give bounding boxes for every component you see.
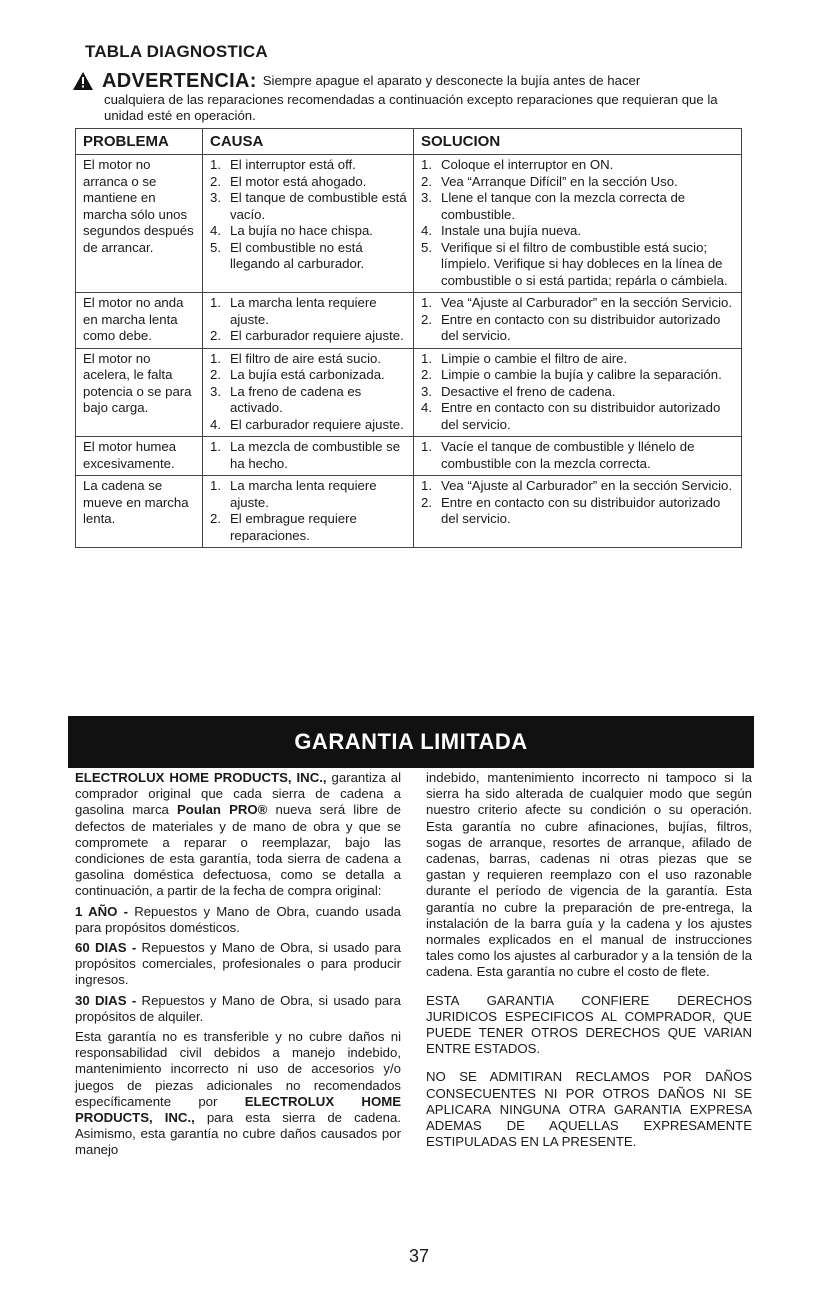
list-item: 4. Instale una bujía nueva. [421,223,582,238]
warranty-exclusions-continued: indebido, mantenimiento incorrecto ni tampoco si la sierra ha sido alterada de cualquier modo que según nuestro criterio afecte su condición o su operación. Esta garantía no cubre afinaciones, bujías, filtros, sogas de arranque, resortes de arranque, afilado de cadenas, barras, cadenas ni otras piezas que se gastan y requieren reemplazo con el uso razonable durante el período de vigencia de la garantía. Esta garantía no cubre la preparación de pre-entrega, la instalación de la barra guía y la cadena y los ajustes normales explicados en el manual de instrucciones tales como los ajustes al carburador y a la tensión de la cadena. Esta garantía no cubre el costo de flete. [426,770,752,980]
list-item: 1. Limpie o cambie el filtro de aire. [421,350,628,366]
table-row [76,476,742,548]
list-item: 2. Vea “Arranque Difícil” en la sección Uso. [421,173,678,189]
cause-cell [203,348,414,437]
list-item: 4. El carburador requiere ajuste. [210,416,404,432]
list-item: 2. El motor está ahogado. [210,173,367,189]
warranty-disclaimer: NO SE ADMITIRAN RECLAMOS POR DAÑOS CONSECUENTES NI POR OTROS DAÑOS NI SE APLICARA NINGUNA OTRA GARANTIA EXPRESA ADEMAS DE AQUELLAS EXPRESAMENTE ESTIPULADAS EN LA PRESENTE. [426,1069,752,1150]
warranty-term-3: 30 DIAS - Repuestos y Mano de Obra, si usado para propósitos de alquiler. [75,992,401,1024]
solution-cell [414,155,742,293]
table-row [76,293,742,349]
solution-cell [414,348,742,437]
list-item: 4. La bujía no hace chispa. [210,223,373,238]
list-item: 2. Entre en contacto con su distribuidor autorizado del servicio. [421,311,721,343]
diagnostic-table [75,128,742,548]
warning-triangle-icon [72,71,94,91]
cause-cell [203,437,414,476]
warranty-intro: ELECTROLUX HOME PRODUCTS, INC., garantiza al comprador original que cada sierra de cadena a gasolina marca Poulan PRO® nueva será libre de defectos de materiales y de mano de obra y que se compromete a reparar o reemplazar, bajo las condiciones de esta garantía, toda sierra de cadena a gasolina doméstica defectuosa, como se detalla a continuación, a partir de la fecha de compra original: [75,770,402,899]
table-row [76,155,742,293]
problem-cell: El motor no anda en marcha lenta como debe. [76,293,203,349]
solution-cell [414,293,742,349]
warranty-term-2: 60 DIAS - Repuestos y Mano de Obra, si usado para propósitos comerciales, profesionales o para producir ingresos. [75,940,401,988]
page-title: TABLA DIAGNOSTICA [85,42,268,61]
warranty-exclusions: Esta garantía no es transferible y no cubre daños ni responsabilidad civil debidos a manejo indebido, mantenimiento incorrecto ni uso de accesorios y/o juegos de piezas adicionales no recomendados específicamente por ELECTROLUX HOME PRODUCTS, INC., para esta sierra de cadena. Asimismo, esta garantía no cubre daños causados por manejo [75,1029,401,1158]
list-item: 4. Entre en contacto con su distribuidor autorizado del servicio. [421,400,721,432]
problem-cell: El motor no acelera, le falta potencia o se para bajo carga. [76,348,203,437]
page-number: 37 [408,1246,430,1266]
list-item: 1. La marcha lenta requiere ajuste. [210,478,377,510]
header-solucion: SOLUCION [414,129,742,155]
list-item: 5. El combustible no está llegando al carburador. [210,239,365,271]
list-item: 5. Verifique si el filtro de combustible está sucio; límpielo. Verifique si hay dobleces en la línea de combustible o si está partida; repárla o cámbiela. [421,239,728,288]
warning-text: Siempre apague el aparato y desconecte la bujía antes de hacer [262,73,641,88]
list-item: 2. El carburador requiere ajuste. [210,328,404,343]
list-item: 2. Limpie o cambie la bujía y calibre la separación. [421,367,722,382]
warning-text-continued: cualquiera de las reparaciones recomendadas a continuación excepto reparaciones que requieran que la unidad esté en operación. [104,92,718,123]
cause-cell [203,155,414,293]
header-problema: PROBLEMA [76,129,203,155]
list-item: 2. El embrague requiere reparaciones. [210,511,357,543]
warranty-left-column [75,770,401,1163]
solution-cell [414,476,742,548]
solution-cell [414,437,742,476]
list-item: 1. El interruptor está off. [210,157,356,172]
list-item: 1. La marcha lenta requiere ajuste. [210,295,377,327]
warranty-rights: ESTA GARANTIA CONFIERE DERECHOS JURIDICOS ESPECIFICOS AL COMPRADOR, QUE PUEDE TENER OTROS DERECHOS QUE VARIAN ENTRE ESTADOS. [426,992,752,1057]
table-row [76,348,742,437]
problem-cell: El motor humea excesivamente. [76,437,203,476]
cause-cell [203,293,414,349]
list-item: 3. El tanque de combustible está vacío. [210,190,407,222]
header-causa: CAUSA [203,129,414,155]
list-item: 3. Desactive el freno de cadena. [421,383,616,399]
list-item: 2. La bujía está carbonizada. [210,367,385,382]
list-item: 1. Vea “Ajuste al Carburador” en la sección Servicio. [421,478,733,493]
table-row [76,437,742,476]
list-item: 1. Vea “Ajuste al Carburador” en la sección Servicio. [421,295,733,310]
list-item: 1. La mezcla de combustible se ha hecho. [210,439,401,471]
warranty-right-column [426,770,752,1154]
list-item: 1. El filtro de aire está sucio. [210,350,381,366]
cause-cell [203,476,414,548]
warning-label: ADVERTENCIA: [102,70,257,92]
list-item: 3. Llene el tanque con la mezcla correcta de combustible. [421,190,686,222]
problem-cell: El motor no arranca o se mantiene en marcha sólo unos segundos después de arrancar. [76,155,203,293]
warranty-banner: GARANTIA LIMITADA [68,716,754,768]
problem-cell: La cadena se mueve en marcha lenta. [76,476,203,548]
list-item: 2. Entre en contacto con su distribuidor autorizado del servicio. [421,494,721,526]
list-item: 1. Vacíe el tanque de combustible y llénelo de combustible con la mezcla correcta. [421,439,695,471]
list-item: 3. La freno de cadena es activado. [210,383,362,415]
list-item: 1. Coloque el interruptor en ON. [421,157,614,172]
warning-block [72,70,752,124]
warranty-term-1: 1 AÑO - Repuestos y Mano de Obra, cuando usada para propósitos domésticos. [75,903,401,935]
